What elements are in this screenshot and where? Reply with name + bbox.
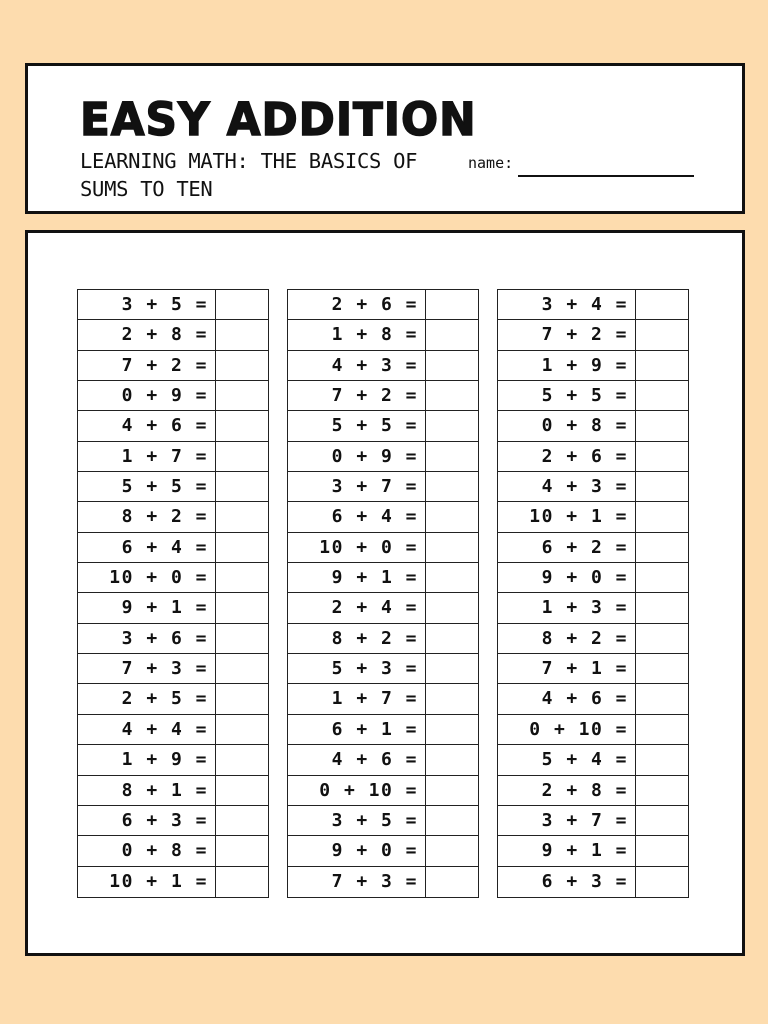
problem-text: 1 + 3 = [498,593,636,622]
problem-row [288,867,478,897]
answer-box[interactable] [636,563,688,592]
problem-text: 3 + 4 = [498,290,636,319]
problem-text: 2 + 8 = [78,320,216,349]
problem-row [288,654,478,684]
answer-box[interactable] [636,472,688,501]
problem-row [288,533,478,563]
problem-column-1 [77,289,269,898]
answer-box[interactable] [636,320,688,349]
problem-row [288,472,478,502]
problem-row [498,745,688,775]
answer-box[interactable] [426,715,478,744]
problem-text: 4 + 3 = [498,472,636,501]
answer-box[interactable] [426,867,478,897]
problem-row [288,411,478,441]
problem-row [78,502,268,532]
problem-text: 7 + 2 = [498,320,636,349]
answer-box[interactable] [636,502,688,531]
answer-box[interactable] [216,533,268,562]
problem-text: 4 + 4 = [78,715,216,744]
answer-box[interactable] [426,563,478,592]
problem-text: 4 + 6 = [498,684,636,713]
answer-box[interactable] [216,351,268,380]
problem-row [498,776,688,806]
answer-box[interactable] [636,624,688,653]
problem-row [288,351,478,381]
answer-box[interactable] [216,563,268,592]
problem-text: 2 + 8 = [498,776,636,805]
answer-box[interactable] [216,290,268,319]
answer-box[interactable] [216,502,268,531]
answer-box[interactable] [636,715,688,744]
answer-box[interactable] [426,502,478,531]
answer-box[interactable] [216,745,268,774]
problem-text: 1 + 7 = [288,684,426,713]
problem-text: 7 + 3 = [288,867,426,897]
problem-text: 10 + 0 = [78,563,216,592]
answer-box[interactable] [636,776,688,805]
problem-row [288,776,478,806]
problem-text: 2 + 4 = [288,593,426,622]
problem-text: 5 + 5 = [498,381,636,410]
problem-text: 6 + 4 = [288,502,426,531]
worksheet-title: EASY ADDITION [80,93,477,146]
problem-text: 3 + 6 = [78,624,216,653]
name-field[interactable] [518,175,694,177]
problem-row [78,442,268,472]
answer-box[interactable] [636,381,688,410]
problem-text: 10 + 1 = [498,502,636,531]
problem-text: 0 + 10 = [288,776,426,805]
problem-row [288,593,478,623]
problem-row [498,806,688,836]
problem-text: 5 + 3 = [288,654,426,683]
answer-box[interactable] [216,593,268,622]
worksheet-header [25,63,745,214]
answer-box[interactable] [216,442,268,471]
problem-row [498,624,688,654]
problem-row [498,411,688,441]
problem-text: 8 + 2 = [78,502,216,531]
problem-row [288,381,478,411]
problem-column-2 [287,289,479,898]
problem-text: 3 + 7 = [288,472,426,501]
problem-text: 8 + 2 = [288,624,426,653]
problem-text: 0 + 10 = [498,715,636,744]
answer-box[interactable] [636,654,688,683]
problem-row [288,624,478,654]
problem-row [78,351,268,381]
problem-row [78,745,268,775]
answer-box[interactable] [426,442,478,471]
answer-box[interactable] [636,806,688,835]
problem-row [78,867,268,897]
answer-box[interactable] [426,381,478,410]
problem-row [498,715,688,745]
problem-row [288,502,478,532]
problem-row [498,502,688,532]
answer-box[interactable] [216,867,268,897]
answer-box[interactable] [636,836,688,865]
problem-row [78,684,268,714]
problem-row [78,563,268,593]
answer-box[interactable] [426,654,478,683]
problem-text: 0 + 9 = [78,381,216,410]
problem-text: 6 + 3 = [78,806,216,835]
problem-text: 5 + 4 = [498,745,636,774]
answer-box[interactable] [216,836,268,865]
problem-text: 5 + 5 = [78,472,216,501]
problem-row [288,745,478,775]
problem-row [78,624,268,654]
answer-box[interactable] [216,411,268,440]
answer-box[interactable] [636,867,688,897]
problem-text: 0 + 9 = [288,442,426,471]
answer-box[interactable] [636,442,688,471]
answer-box[interactable] [636,745,688,774]
problem-row [288,442,478,472]
answer-box[interactable] [426,351,478,380]
problem-text: 7 + 2 = [78,351,216,380]
problem-text: 9 + 1 = [288,563,426,592]
worksheet-subtitle: LEARNING MATH: THE BASICS OF SUMS TO TEN [80,149,418,201]
problem-row [498,593,688,623]
problem-text: 6 + 2 = [498,533,636,562]
problem-text: 0 + 8 = [78,836,216,865]
answer-box[interactable] [636,351,688,380]
answer-box[interactable] [426,411,478,440]
problem-text: 10 + 0 = [288,533,426,562]
problem-text: 1 + 8 = [288,320,426,349]
problem-text: 1 + 9 = [498,351,636,380]
problem-row [78,593,268,623]
problem-row [498,836,688,866]
answer-box[interactable] [216,806,268,835]
problem-row [78,776,268,806]
answer-box[interactable] [426,684,478,713]
problem-text: 9 + 1 = [498,836,636,865]
answer-box[interactable] [216,381,268,410]
problem-row [288,290,478,320]
name-label: name: [468,154,514,172]
problem-text: 8 + 2 = [498,624,636,653]
answer-box[interactable] [216,320,268,349]
problem-text: 3 + 7 = [498,806,636,835]
answer-box[interactable] [426,745,478,774]
problem-row [498,442,688,472]
answer-box[interactable] [636,411,688,440]
answer-box[interactable] [636,593,688,622]
problem-text: 3 + 5 = [78,290,216,319]
problem-column-3 [497,289,689,898]
problem-text: 8 + 1 = [78,776,216,805]
answer-box[interactable] [216,715,268,744]
problem-text: 10 + 1 = [78,867,216,897]
problem-text: 1 + 9 = [78,745,216,774]
problem-text: 2 + 6 = [288,290,426,319]
answer-box[interactable] [216,654,268,683]
problem-row [498,351,688,381]
problem-text: 9 + 0 = [288,836,426,865]
problem-text: 7 + 3 = [78,654,216,683]
problem-text: 0 + 8 = [498,411,636,440]
problem-text: 7 + 2 = [288,381,426,410]
problem-text: 4 + 6 = [78,411,216,440]
problem-row [288,836,478,866]
problem-row [288,320,478,350]
problem-row [498,654,688,684]
problem-text: 4 + 3 = [288,351,426,380]
problem-row [498,290,688,320]
answer-box[interactable] [216,776,268,805]
problem-row [288,563,478,593]
problem-row [498,684,688,714]
problem-row [498,381,688,411]
answer-box[interactable] [216,624,268,653]
answer-box[interactable] [216,684,268,713]
problem-text: 2 + 6 = [498,442,636,471]
problem-row [498,472,688,502]
problems-panel [25,230,745,956]
answer-box[interactable] [636,533,688,562]
problem-row [288,715,478,745]
answer-box[interactable] [426,836,478,865]
problem-row [498,533,688,563]
problem-row [78,654,268,684]
answer-box[interactable] [426,290,478,319]
problem-text: 6 + 4 = [78,533,216,562]
problem-row [498,320,688,350]
answer-box[interactable] [426,593,478,622]
problem-text: 1 + 7 = [78,442,216,471]
problem-row [78,320,268,350]
problem-text: 9 + 1 = [78,593,216,622]
problem-row [78,381,268,411]
problem-text: 6 + 1 = [288,715,426,744]
problem-text: 9 + 0 = [498,563,636,592]
answer-box[interactable] [426,320,478,349]
problem-row [78,715,268,745]
problem-row [78,836,268,866]
problem-row [78,806,268,836]
answer-box[interactable] [426,533,478,562]
answer-box[interactable] [426,806,478,835]
problem-row [288,684,478,714]
answer-box[interactable] [426,624,478,653]
answer-box[interactable] [216,472,268,501]
problem-row [78,533,268,563]
problem-row [498,563,688,593]
answer-box[interactable] [426,776,478,805]
answer-box[interactable] [636,290,688,319]
answer-box[interactable] [426,472,478,501]
problem-text: 3 + 5 = [288,806,426,835]
problem-text: 2 + 5 = [78,684,216,713]
problem-text: 5 + 5 = [288,411,426,440]
problem-row [498,867,688,897]
problem-row [78,290,268,320]
problem-row [78,411,268,441]
problem-row [288,806,478,836]
problem-text: 6 + 3 = [498,867,636,897]
answer-box[interactable] [636,684,688,713]
problem-row [78,472,268,502]
problem-text: 7 + 1 = [498,654,636,683]
problem-text: 4 + 6 = [288,745,426,774]
